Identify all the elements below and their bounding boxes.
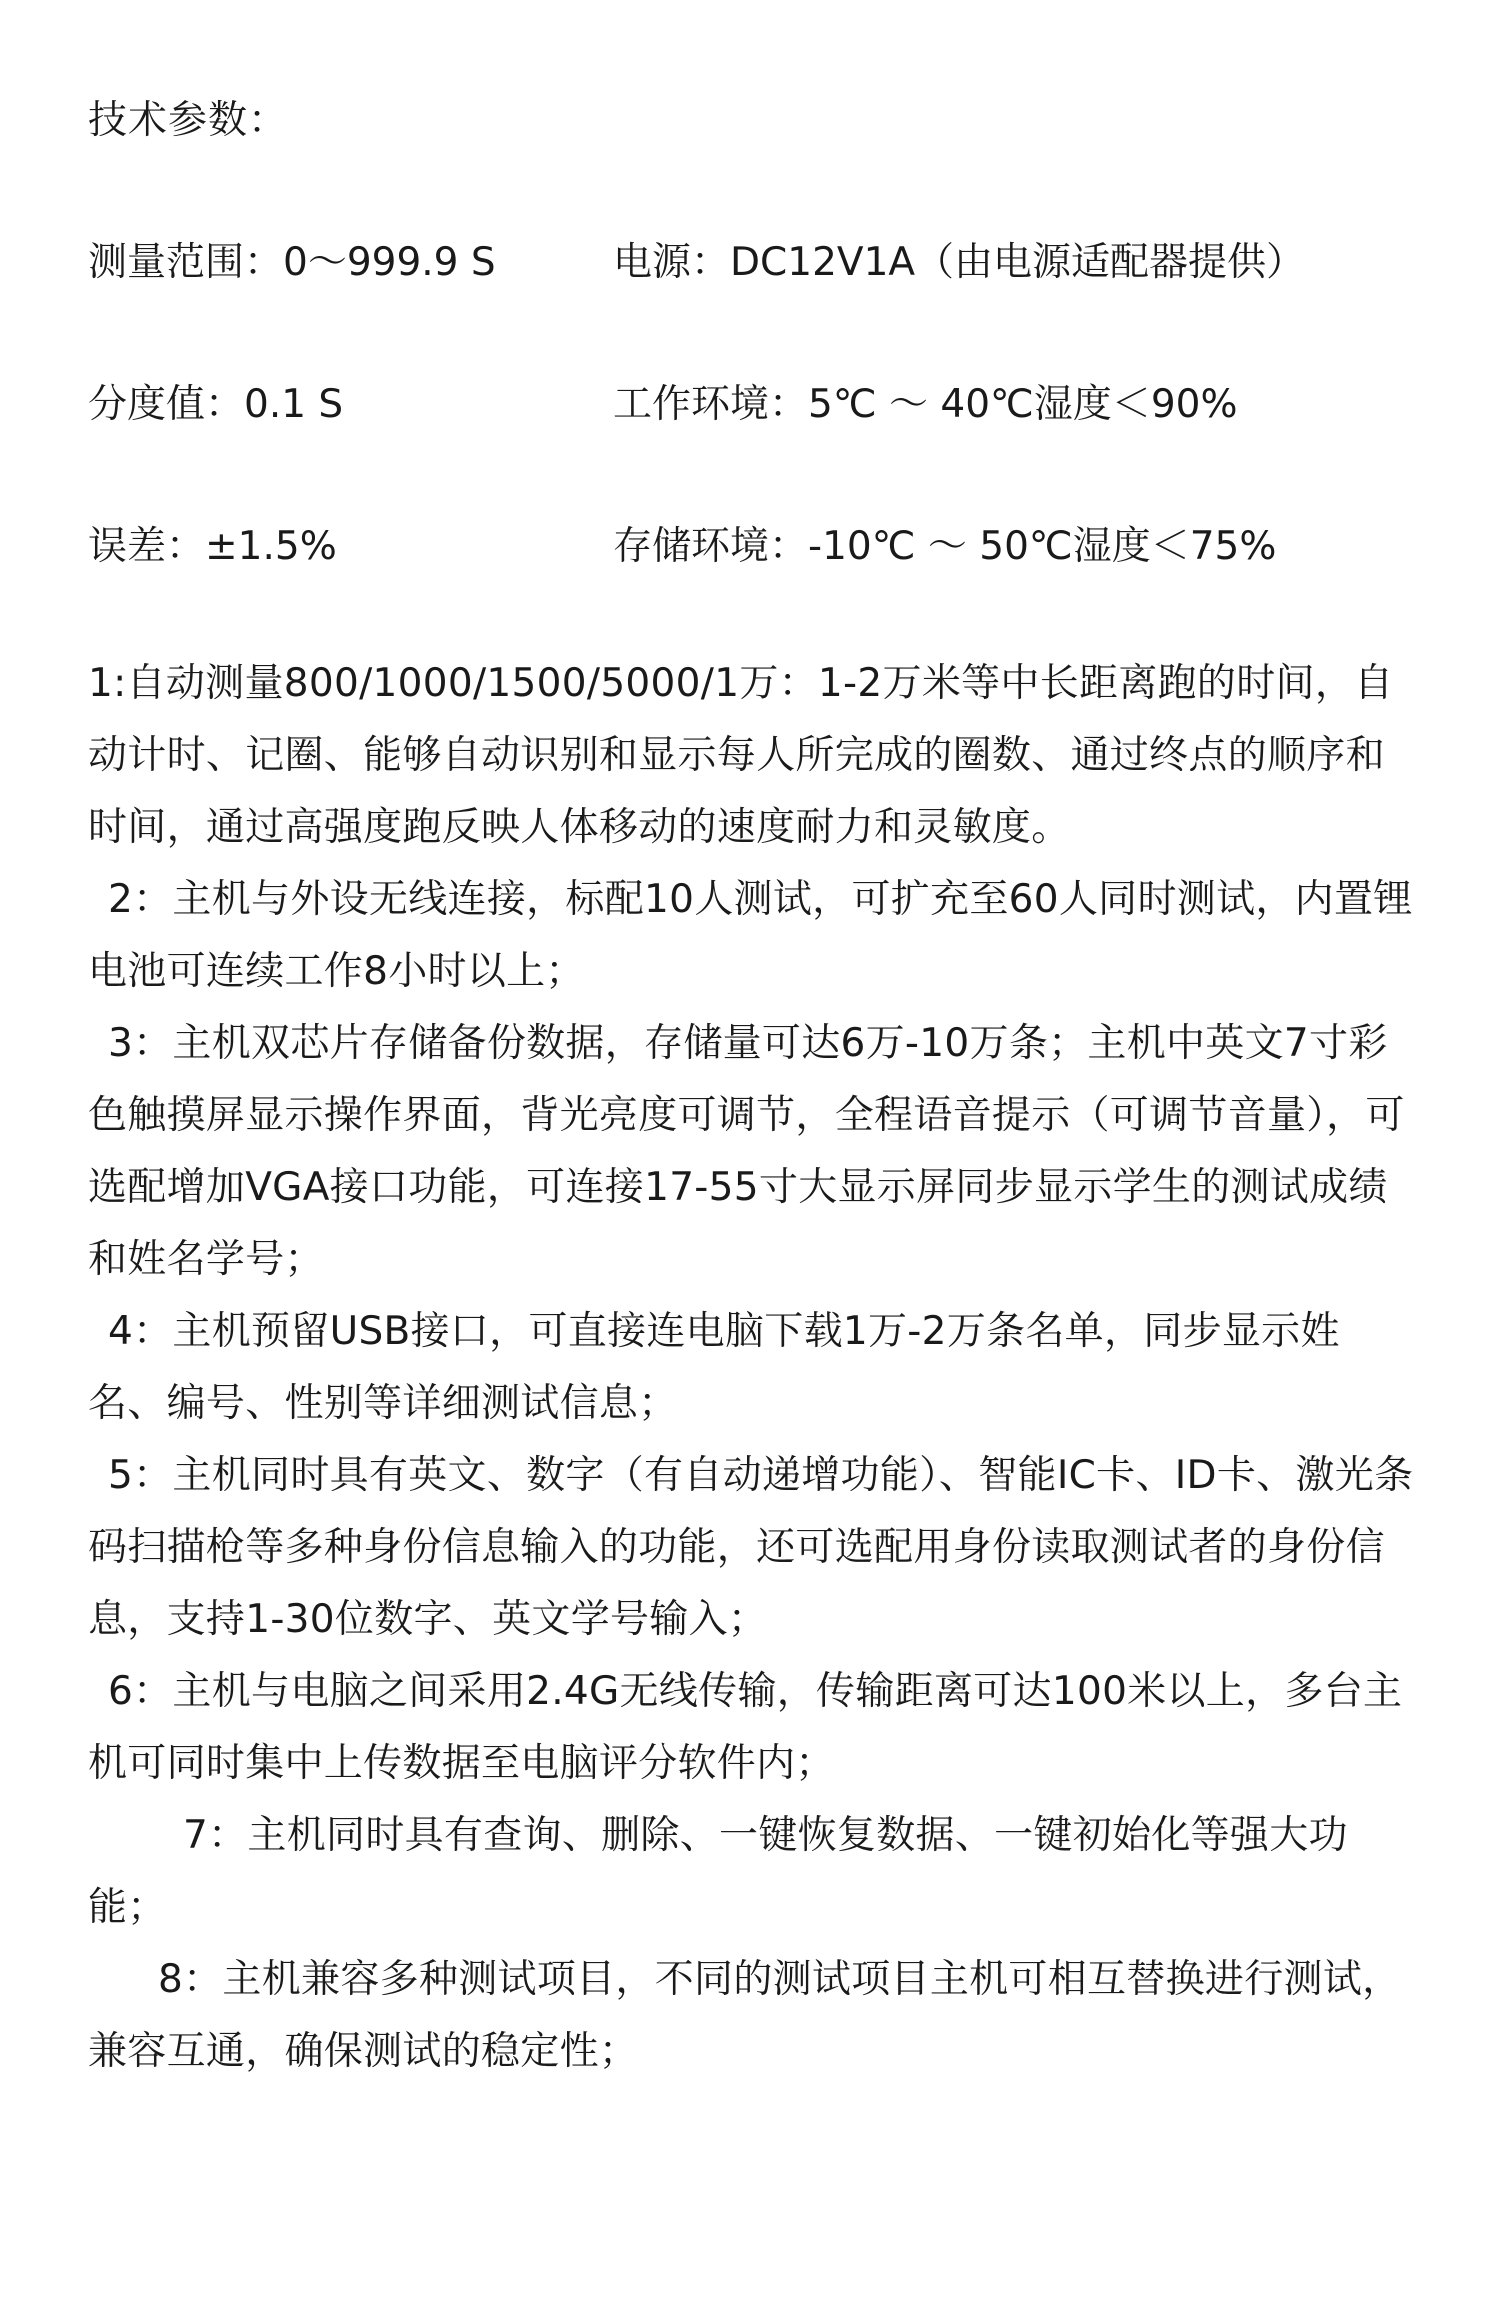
feature-item-3: 3：主机双芯片存储备份数据，存储量可达6万-10万条；主机中英文7寸彩色触摸屏显示操作界面，背光亮度可调节，全程语音提示（可调节音量），可选配增加VGA接口功能，可连接17-55寸大显示屏同步显示学生的测试成绩和姓名学号； [88,1021,1405,1282]
feature-item-1: 1:自动测量800/1000/1500/5000/1万：1-2万米等中长距离跑的时间，自动计时、记圈、能够自动识别和显示每人所完成的圈数、通过终点的顺序和时间，通过高强度跑反映人体移动的速度耐力和灵敏度。 [88,661,1394,850]
feature-item-8: 8：主机兼容多种测试项目，不同的测试项目主机可相互替换进行测试，兼容互通，确保测试的稳定性； [88,1957,1402,2074]
feature-list [88,648,1418,2088]
spec-row-error [88,521,1418,573]
feature-item-2: 2：主机与外设无线连接，标配10人测试，可扩充至60人同时测试，内置锂电池可连续工作8小时以上； [88,877,1413,994]
spec-resolution: 分度值：0.1 S [88,382,344,427]
spec-storage-env: 存储环境：-10℃ ～ 50℃湿度＜75% [613,524,1277,569]
spec-measure-range: 测量范围：0～999.9 S [88,240,496,285]
feature-item-5: 5：主机同时具有英文、数字（有自动递增功能）、智能IC卡、ID卡、激光条码扫描枪等多种身份信息输入的功能，还可选配用身份读取测试者的身份信息，支持1-30位数字、英文学号输入； [88,1453,1414,1642]
spec-row-resolution [88,379,1418,431]
feature-item-7: 7：主机同时具有查询、删除、一键恢复数据、一键初始化等强大功能； [88,1813,1348,1930]
spec-power: 电源：DC12V1A（由电源适配器提供） [613,240,1306,285]
feature-item-4: 4：主机预留USB接口，可直接连电脑下载1万-2万条名单，同步显示姓名、编号、性别等详细测试信息； [88,1309,1340,1426]
feature-item-6: 6：主机与电脑之间采用2.4G无线传输，传输距离可达100米以上，多台主机可同时集中上传数据至电脑评分软件内； [88,1669,1403,1786]
spec-row-range [88,237,1418,289]
section-heading: 技术参数： [88,98,289,143]
spec-error: 误差：±1.5% [88,524,337,569]
spec-working-env: 工作环境：5℃ ～ 40℃湿度＜90% [613,382,1238,427]
document-page [88,95,1418,2088]
